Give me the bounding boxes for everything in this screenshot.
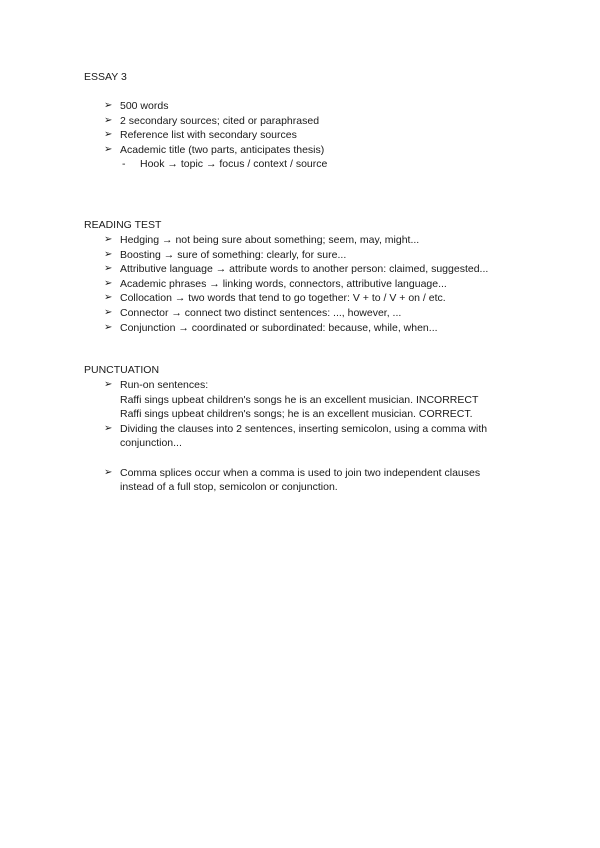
list-item-text: Comma splices occur when a comma is used to join two independent clauses xyxy=(120,466,481,479)
punctuation-list xyxy=(104,378,524,495)
arrow-bullet-icon: ➢ xyxy=(104,277,113,289)
reading-test-list xyxy=(104,233,524,335)
arrow-bullet-icon: ➢ xyxy=(104,466,113,478)
dash-bullet: - xyxy=(122,158,126,171)
list-item xyxy=(104,128,524,143)
arrow-bullet-icon: ➢ xyxy=(104,234,113,245)
list-item-text-continued: conjunction... xyxy=(120,437,182,450)
arrow-bullet-icon: ➢ xyxy=(104,248,113,260)
list-item-text: 500 words xyxy=(120,100,169,112)
list-item-text: Attributive language → attribute words to another person: claimed, suggested... xyxy=(120,263,489,276)
reading-test-heading: READING TEST xyxy=(84,219,162,231)
list-item xyxy=(104,422,524,451)
list-item xyxy=(104,466,524,495)
list-item xyxy=(104,233,524,248)
list-item xyxy=(104,114,524,129)
arrow-bullet-icon: ➢ xyxy=(104,100,113,111)
list-item xyxy=(104,306,524,321)
list-item-text: Academic title (two parts, anticipates thesis) xyxy=(120,143,325,156)
list-item-text: Boosting → sure of something: clearly, for sure... xyxy=(120,248,347,261)
essay-heading: ESSAY 3 xyxy=(84,71,127,83)
list-item-text: Run-on sentences: xyxy=(120,379,209,391)
example-sentence-incorrect: Raffi sings upbeat children's songs he is an excellent musician. INCORRECT xyxy=(120,393,479,406)
list-item xyxy=(104,321,524,336)
arrow-bullet-icon: ➢ xyxy=(104,422,113,434)
list-item xyxy=(104,277,524,292)
list-item-text: Hedging → not being sure about something; seem, may, might... xyxy=(120,234,420,246)
list-item-text: Connector → connect two distinct sentences: ..., however, ... xyxy=(120,306,402,319)
list-item-text: 2 secondary sources; cited or paraphrased xyxy=(120,114,320,127)
arrow-bullet-icon: ➢ xyxy=(104,114,113,126)
sub-list-item-text: Hook → topic → focus / context / source xyxy=(140,158,328,171)
list-item-text: Academic phrases → linking words, connectors, attributive language... xyxy=(120,277,447,290)
list-item-text-continued: instead of a full stop, semicolon or conjunction. xyxy=(120,481,338,494)
arrow-bullet-icon: ➢ xyxy=(104,129,113,141)
arrow-bullet-icon: ➢ xyxy=(104,306,113,318)
list-item xyxy=(104,143,524,158)
arrow-bullet-icon: ➢ xyxy=(104,321,113,333)
list-item xyxy=(104,99,524,114)
list-item-text: Reference list with secondary sources xyxy=(120,129,297,142)
arrow-bullet-icon: ➢ xyxy=(104,292,113,304)
list-item-text: Conjunction → coordinated or subordinated: because, while, when... xyxy=(120,321,438,334)
list-item xyxy=(104,378,524,422)
list-item xyxy=(104,291,524,306)
punctuation-heading: PUNCTUATION xyxy=(84,364,160,376)
spacer xyxy=(104,451,524,466)
list-item xyxy=(104,248,524,263)
list-item-text: Dividing the clauses into 2 sentences, inserting semicolon, using a comma with xyxy=(120,422,488,435)
arrow-bullet-icon: ➢ xyxy=(104,263,113,275)
sub-list-item xyxy=(104,157,524,172)
example-sentence-correct: Raffi sings upbeat children's songs; he is an excellent musician. CORRECT. xyxy=(120,408,473,421)
arrow-bullet-icon: ➢ xyxy=(104,379,113,390)
arrow-bullet-icon: ➢ xyxy=(104,143,113,155)
essay-list xyxy=(104,99,524,172)
list-item-text: Collocation → two words that tend to go together: V + to / V + on / etc. xyxy=(120,292,446,305)
list-item xyxy=(104,262,524,277)
